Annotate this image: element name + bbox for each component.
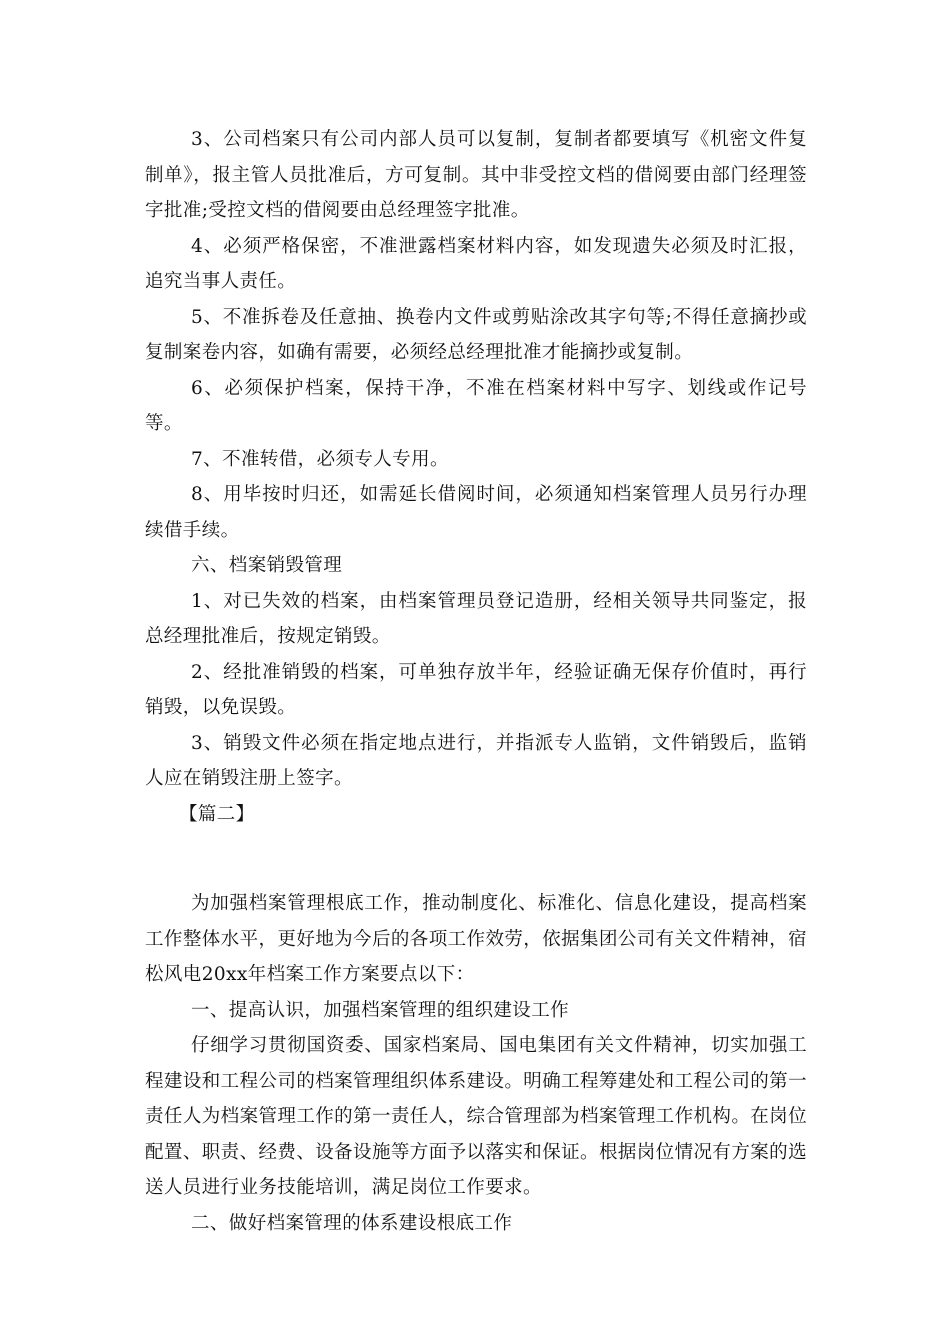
document-page (145, 122, 807, 1241)
paragraph-no-lending: 7、不准转借，必须专人专用。 (191, 448, 449, 470)
paragraph-return-on-time: 8、用毕按时归还，如需延长借阅时间，必须通知档案管理人员另行办理续借手续。 (145, 484, 807, 541)
paragraph-intro: 为加强档案管理根底工作，推动制度化、标准化、信息化建设，提高档案工作整体水平，更好地为今后的各项工作效劳，依据集团公司有关文件精神，宿松风电20xx年档案工作方案要点以下： (145, 893, 807, 985)
paragraph-copy-rules: 3、公司档案只有公司内部人员可以复制，复制者都要填写《机密文件复制单》，报主管人员批准后，方可复制。其中非受控文档的借阅要由部门经理签字批准;受控文档的借阅要由总经理签字批准。 (145, 129, 807, 221)
section-spacer (145, 832, 807, 886)
paragraph-no-tampering: 5、不准拆卷及任意抽、换卷内文件或剪贴涂改其字句等;不得任意摘抄或复制案卷内容，如确有需要，必须经总经理批准才能摘抄或复制。 (145, 306, 807, 363)
paragraph-confidentiality: 4、必须严格保密，不准泄露档案材料内容，如发现遗失必须及时汇报，追究当事人责任。 (145, 235, 807, 292)
heading-organization: 一、提高认识，加强档案管理的组织建设工作 (191, 999, 570, 1021)
paragraph-destruction-3: 3、销毁文件必须在指定地点进行，并指派专人监销，文件销毁后，监销人应在销毁注册上签字。 (145, 732, 807, 789)
heading-system-building: 二、做好档案管理的体系建设根底工作 (191, 1212, 513, 1234)
paragraph-destruction-2: 2、经批准销毁的档案，可单独存放半年，经验证确无保存价值时，再行销毁，以免误毁。 (145, 661, 807, 718)
section-marker: 【篇二】 (179, 803, 255, 825)
section-heading-destruction: 六、档案销毁管理 (191, 555, 343, 576)
paragraph-destruction-1: 1、对已失效的档案，由档案管理员登记造册，经相关领导共同鉴定，报总经理批准后，按规定销毁。 (145, 590, 807, 647)
paragraph-organization: 仔细学习贯彻国资委、国家档案局、国电集团有关文件精神，切实加强工程建设和工程公司的档案管理组织体系建设。明确工程筹建处和工程公司的第一责任人为档案管理工作的第一责任人，综合管理部为档案管理工作机构。在岗位配置、职责、经费、设备设施等方面予以落实和保证。根据岗位情况有方案的选送人员进行业务技能培训，满足岗位工作要求。 (145, 1035, 807, 1198)
paragraph-protect-archives: 6、必须保护档案，保持干净，不准在档案材料中写字、划线或作记号等。 (145, 377, 807, 434)
